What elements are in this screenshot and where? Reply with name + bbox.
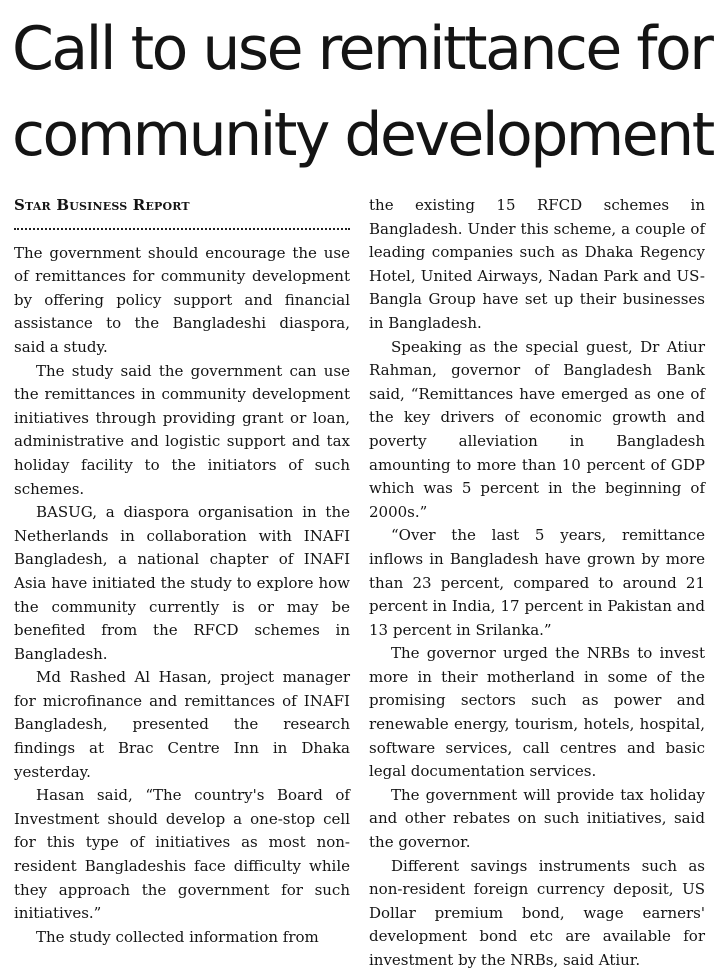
paragraph: Md Rashed Al Hasan, project manager for microfinance and remittances of INAFI Bangladesh, presented the research findings at Brac Centre Inn in Dhaka yesterday.	[14, 668, 350, 781]
paragraph: The government should encourage the use of remittances for community development by offering policy support and financial assistance to the Bangladeshi diaspora, said a study.	[14, 243, 350, 356]
paragraph: The governor urged the NRBs to invest more in their motherland in some of the promising sectors such as power and renewable energy, tourism, hotels, hospital, software services, call centres and basic legal documentation services.	[369, 644, 705, 781]
paragraph: BASUG, a diaspora organisation in the Netherlands in collaboration with INAFI Bangladesh, a national chapter of INAFI Asia have initiated the study to explore how the community currently is or may be benefited from the RFCD schemes in Bangladesh.	[14, 503, 350, 663]
paragraph: “Over the last 5 years, remittance inflows in Bangladesh have grown by more than 23 percent, compared to around 21 percent in India, 17 percent in Pakistan and 13 percent in Srilanka.”	[369, 526, 705, 639]
paragraph: The government will provide tax holiday and other rebates on such initiatives, said the governor.	[369, 785, 705, 852]
paragraph: The study collected information from	[36, 927, 319, 946]
paragraph: the existing 15 RFCD schemes in Bangladesh. Under this scheme, a couple of leading companies such as Dhaka Regency Hotel, United Airways, Nadan Park and US-Bangla Group have set up their businesses in Bangladesh.	[369, 196, 705, 332]
byline-dotted-divider	[14, 218, 350, 230]
headline-line-2: community development	[12, 100, 713, 170]
right-column	[369, 194, 705, 973]
paragraph: Different savings instruments such as non-resident foreign currency deposit, US Dollar premium bond, wage earners' development bond etc are available for investment by the NRBs, said Atiur.	[369, 856, 705, 969]
byline: Star Business Report	[14, 196, 190, 214]
left-column	[14, 194, 350, 949]
paragraph: Speaking as the special guest, Dr Atiur Rahman, governor of Bangladesh Bank said, “Remittances have emerged as one of the key drivers of economic growth and poverty alleviation in Bangladesh amounting to more than 10 percent of GDP which was 5 percent in the beginning of 2000s.”	[369, 337, 705, 521]
headline-line-1: Call to use remittance for	[12, 14, 712, 84]
headline	[12, 6, 717, 178]
paragraph: The study said the government can use the remittances in community development initiatives through providing grant or loan, administrative and logistic support and tax holiday facility to the initiators of such schemes.	[14, 361, 350, 498]
paragraph: Hasan said, “The country's Board of Investment should develop a one-stop cell for this type of initiatives as most non-resident Bangladeshis face difficulty while they approach the government for such initiatives.”	[14, 786, 350, 923]
